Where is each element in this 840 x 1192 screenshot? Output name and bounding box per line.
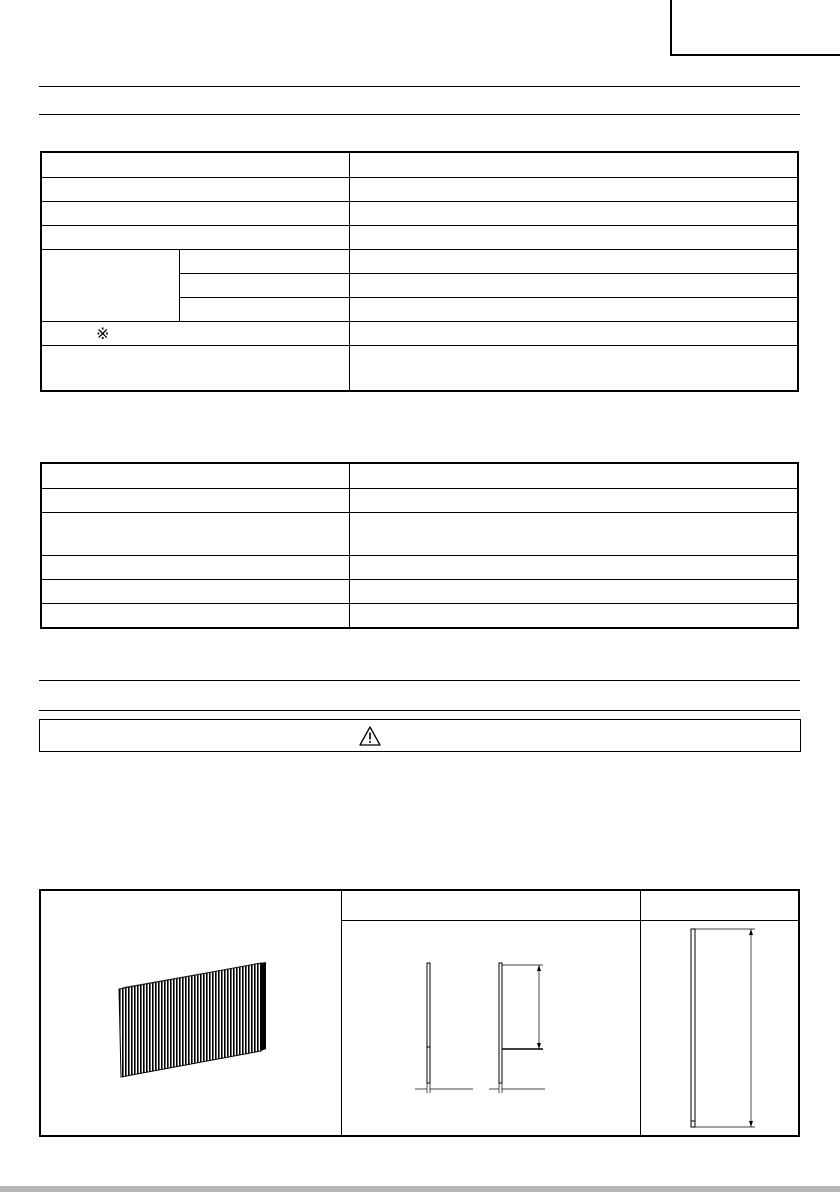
figure-divider-2: [640, 891, 641, 1135]
nail-strip-illustration: [113, 953, 273, 1083]
table-row: [41, 489, 798, 513]
figure-divider-1: [341, 891, 342, 1135]
table-row: [41, 513, 798, 556]
table-row: [41, 202, 798, 226]
warning-triangle-icon: [359, 726, 381, 746]
section-1-bottom-rule: [39, 114, 800, 115]
spec-value: [349, 322, 798, 346]
table-row: [41, 250, 798, 274]
warning-box: [39, 719, 801, 752]
nail-length-diagram: [681, 927, 761, 1135]
spec-value: [349, 178, 798, 202]
accessory-value: [349, 463, 798, 489]
spec-sub-label: [179, 298, 349, 322]
table-row: [41, 226, 798, 250]
specifications-table: [40, 151, 799, 392]
accessory-label: [41, 556, 349, 580]
nail-profile-diagram: [411, 953, 611, 1103]
asterisk-mark: ※: [96, 325, 110, 343]
spec-value: [349, 298, 798, 322]
spec-value: [349, 274, 798, 298]
accessory-label: [41, 580, 349, 604]
spec-value: [349, 346, 798, 392]
spec-value: [349, 250, 798, 274]
figure-header-rule: [341, 920, 800, 921]
spec-sub-label: [179, 274, 349, 298]
table-row: [41, 322, 798, 346]
section-1-top-rule: [39, 86, 800, 87]
accessory-label: [41, 489, 349, 513]
table-row: [41, 346, 798, 392]
table-row: [41, 580, 798, 604]
corner-language-tab: [670, 0, 840, 56]
section-2-bottom-rule: [39, 710, 800, 711]
spec-group-label: [41, 250, 179, 322]
accessory-value: [349, 513, 798, 556]
table-row: [41, 178, 798, 202]
spec-value: [349, 152, 798, 178]
spec-label: [41, 226, 349, 250]
accessory-label: [41, 513, 349, 556]
table-row: [41, 152, 798, 178]
spec-label: [41, 202, 349, 226]
spec-value: [349, 226, 798, 250]
accessories-table: [40, 462, 799, 629]
accessory-value: [349, 489, 798, 513]
spec-label: [41, 178, 349, 202]
spec-label: [41, 152, 349, 178]
accessory-value: [349, 556, 798, 580]
nail-figure-box: [39, 889, 800, 1137]
spec-sub-label: [179, 250, 349, 274]
page-bottom-strip: [0, 1186, 840, 1192]
table-row: [41, 604, 798, 629]
accessory-label: [41, 604, 349, 629]
spec-label: [41, 346, 349, 392]
spec-value: [349, 202, 798, 226]
spec-asterisk-label: [41, 322, 349, 346]
accessory-value: [349, 580, 798, 604]
table-row: [41, 556, 798, 580]
accessory-value: [349, 604, 798, 629]
section-2-top-rule: [39, 680, 800, 681]
table-row: [41, 463, 798, 489]
accessory-label: [41, 463, 349, 489]
